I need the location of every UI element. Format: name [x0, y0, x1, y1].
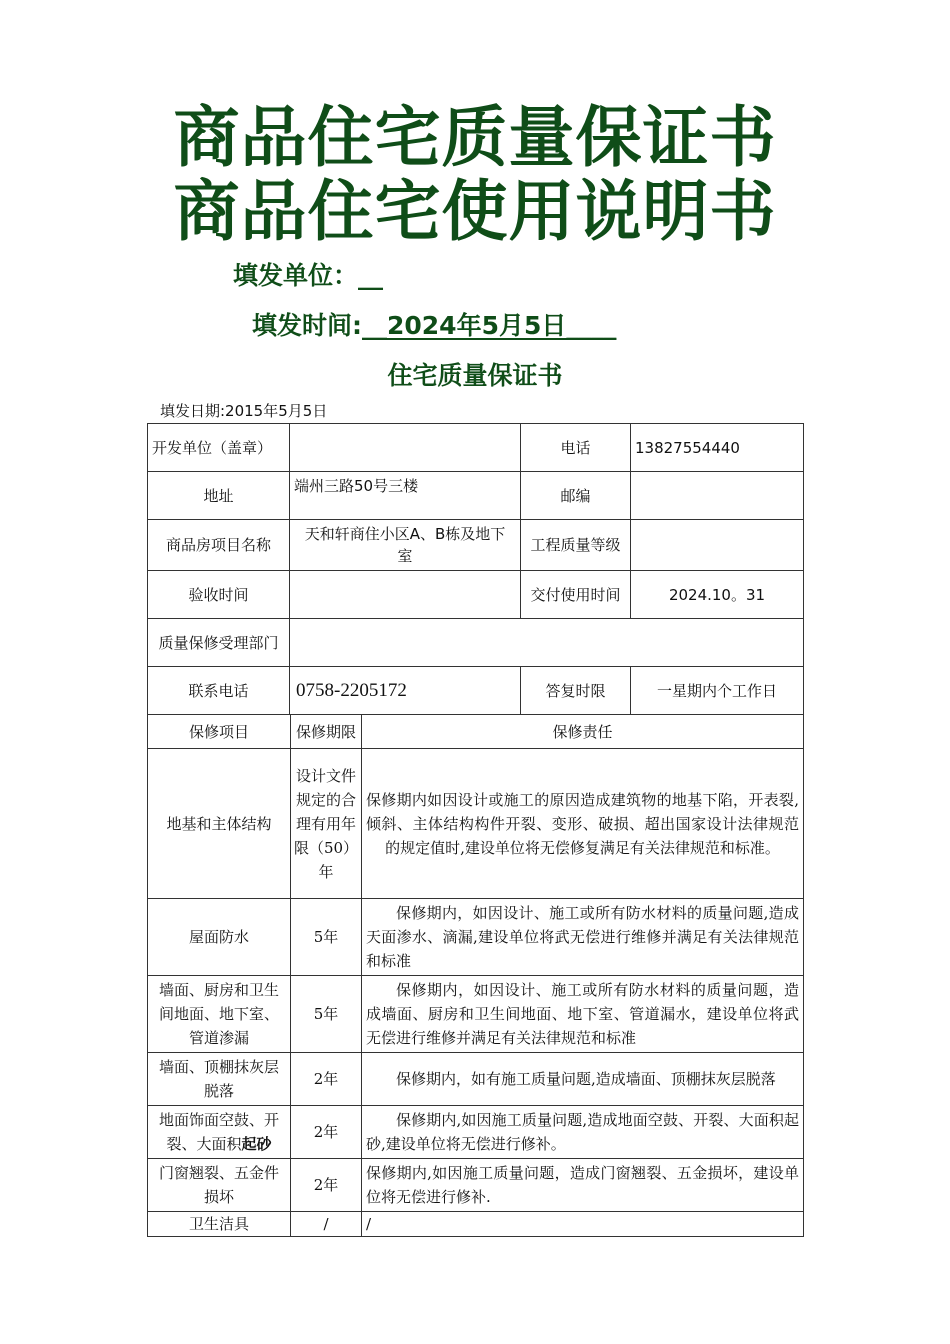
- contact-value: 0758-2205172: [290, 667, 521, 715]
- issuer-value: __: [358, 261, 384, 290]
- row-duty: 保修期内，如因设计、施工或所有防水材料的质量问题,造成天面渗水、滴漏,建设单位将武无偿进行维修并满足有关法律规范和标准: [362, 899, 804, 976]
- row-period: 5年: [291, 976, 362, 1053]
- table-row: [148, 749, 804, 899]
- project-value: 天和轩商住小区A、B栋及地下室: [290, 520, 521, 571]
- project-label: 商品房项目名称: [148, 520, 290, 571]
- quality-grade-value: [631, 520, 804, 571]
- address-value: 端州三路50号三楼: [290, 472, 521, 520]
- table-row: [148, 424, 804, 472]
- table-row: [148, 1053, 804, 1106]
- row-duty: 保修期内，如有施工质量问题,造成墙面、顶棚抹灰层脱落: [362, 1053, 804, 1106]
- row-item: 墙面、顶棚抹灰层脱落: [148, 1053, 291, 1106]
- basic-info-table: [147, 423, 804, 715]
- table-row: [148, 1106, 804, 1159]
- row-period: 5年: [291, 899, 362, 976]
- table-row: [148, 520, 804, 571]
- header-item: 保修项目: [148, 715, 291, 749]
- fill-date: 填发日期:2015年5月5日: [160, 402, 328, 420]
- acceptance-label: 验收时间: [148, 571, 290, 619]
- address-label: 地址: [148, 472, 290, 520]
- table-row: [148, 571, 804, 619]
- section-heading: 住宅质量保证书: [387, 361, 563, 390]
- issuer-label: 填发单位：: [233, 261, 359, 290]
- issuer-line: [233, 256, 383, 292]
- acceptance-value: [290, 571, 521, 619]
- table-row: [148, 667, 804, 715]
- phone-value: 13827554440: [631, 424, 804, 472]
- delivery-label: 交付使用时间: [521, 571, 631, 619]
- postcode-value: [631, 472, 804, 520]
- quality-grade-label: 工程质量等级: [521, 520, 631, 571]
- postcode-label: 邮编: [521, 472, 631, 520]
- row-duty: 保修期内,如因施工质量问题,造成地面空鼓、开裂、大面积起砂,建设单位将无偿进行修补。: [362, 1106, 804, 1159]
- contact-label: 联系电话: [148, 667, 290, 715]
- row-item: 墙面、厨房和卫生间地面、地下室、管道渗漏: [148, 976, 291, 1053]
- row-item: 门窗翘裂、五金件损坏: [148, 1159, 291, 1212]
- table-row: [148, 1159, 804, 1212]
- header-duty: 保修责任: [362, 715, 804, 749]
- table-row: [148, 1212, 804, 1237]
- row-duty: 保修期内,如因施工质量问题，造成门窗翘裂、五金损坏，建设单位将无偿进行修补.: [362, 1159, 804, 1212]
- reply-value: 一星期内个工作日: [631, 667, 804, 715]
- reply-label: 答复时限: [521, 667, 631, 715]
- row-duty: 保修期内，如因设计、施工或所有防水材料的质量问题，造成墙面、厨房和卫生间地面、地下室、管道漏水，建设单位将武无偿进行维修并满足有关法律规范和标准: [362, 976, 804, 1053]
- repair-dept-value: [290, 619, 804, 667]
- row-item-bold-text: 起砂: [241, 1135, 272, 1153]
- warranty-table: [147, 714, 804, 1237]
- row-item: 地基和主体结构: [148, 749, 291, 899]
- table-header-row: [148, 715, 804, 749]
- row-item: [148, 1106, 291, 1159]
- row-period: 2年: [291, 1106, 362, 1159]
- table-row: [148, 976, 804, 1053]
- row-period: 2年: [291, 1159, 362, 1212]
- issue-time-line: [252, 306, 616, 342]
- main-title-quality-guarantee: 商品住宅质量保证书: [173, 99, 777, 176]
- table-row: [148, 619, 804, 667]
- table-row: [148, 472, 804, 520]
- developer-label: 开发单位（盖章）: [148, 424, 290, 472]
- row-item: 屋面防水: [148, 899, 291, 976]
- row-period: /: [291, 1212, 362, 1237]
- main-title-usage-manual: 商品住宅使用说明书: [173, 173, 777, 250]
- delivery-value: 2024.10。31: [631, 571, 804, 619]
- phone-label: 电话: [521, 424, 631, 472]
- table-row: [148, 899, 804, 976]
- header-period: 保修期限: [291, 715, 362, 749]
- row-duty: 保修期内如因设计或施工的原因造成建筑物的地基下陷，开表裂,倾斜、主体结构构件开裂、变形、破损、超出国家设计法律规范的规定值时,建设单位将无偿修复满足有关法律规范和标准。: [362, 749, 804, 899]
- row-period: 2年: [291, 1053, 362, 1106]
- issue-time-value: __2024年5月5日____: [362, 311, 617, 340]
- row-period: 设计文件规定的合理有用年限（50）年: [291, 749, 362, 899]
- issue-time-label: 填发时间:: [252, 311, 362, 340]
- row-duty: /: [362, 1212, 804, 1237]
- repair-dept-label: 质量保修受理部门: [148, 619, 290, 667]
- row-item: 卫生洁具: [148, 1212, 291, 1237]
- row-item-text: 地面饰面空鼓、开裂、大面积: [158, 1111, 279, 1153]
- developer-value: [290, 424, 521, 472]
